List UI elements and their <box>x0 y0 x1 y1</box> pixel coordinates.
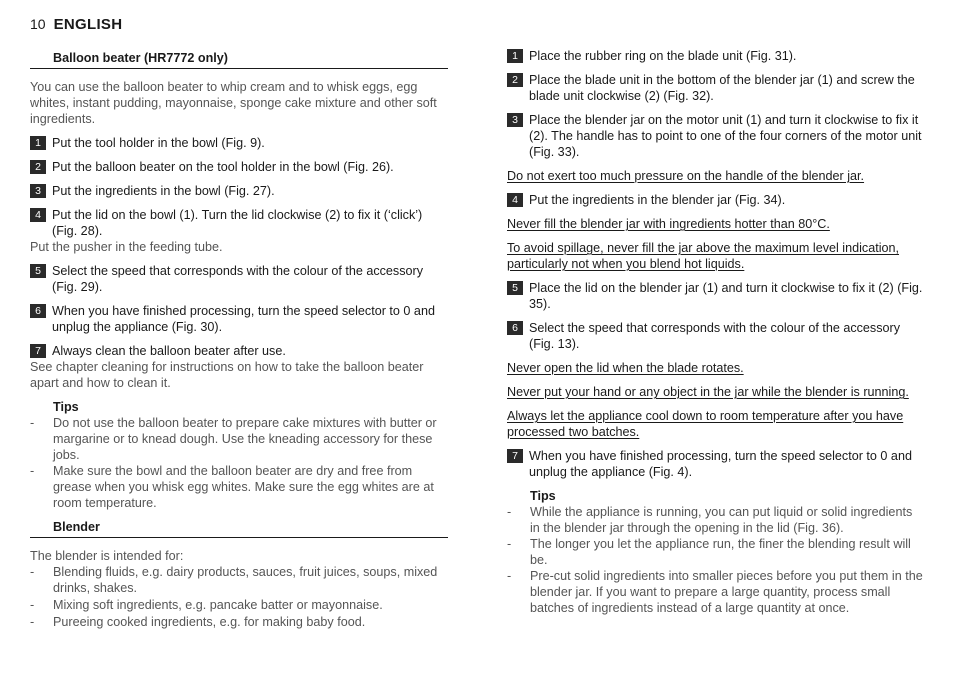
step <box>30 159 448 175</box>
step <box>507 320 925 352</box>
step-text: Put the tool holder in the bowl (Fig. 9). <box>52 136 265 150</box>
dash-bullet: - <box>30 615 35 629</box>
step-text: Put the balloon beater on the tool holder in the bowl (Fig. 26). <box>52 160 394 174</box>
step-number: 2 <box>30 160 46 174</box>
step <box>30 183 448 199</box>
step <box>507 112 925 160</box>
caution-note <box>507 216 925 232</box>
step <box>507 280 925 312</box>
step-text: Place the lid on the blender jar (1) and turn it clockwise to fix it (2) (Fig. 35). <box>529 281 923 311</box>
dash-bullet: - <box>30 598 35 612</box>
caution-text: Never fill the blender jar with ingredients hotter than 80°C. <box>507 217 830 231</box>
step <box>30 207 448 239</box>
tip-text: Do not use the balloon beater to prepare cake mixtures with butter or margarine or to knead dough. Use the kneading accessory for these jobs. <box>53 416 437 462</box>
step-text: Place the blender jar on the motor unit (1) and turn it clockwise to fix it (2). The handle has to point to one of the four corners of the motor unit (Fig. 33). <box>529 113 922 159</box>
step <box>507 72 925 104</box>
caution-text: Do not exert too much pressure on the handle of the blender jar. <box>507 169 865 183</box>
dash-bullet: - <box>507 505 512 519</box>
step-number: 5 <box>507 281 523 295</box>
caution-note <box>507 168 925 184</box>
list-item <box>30 614 448 630</box>
step-number: 6 <box>30 304 46 318</box>
tip-text: Pre-cut solid ingredients into smaller pieces before you put them in the blender jar. If you want to prepare a large quantity, process small batches of ingredients instead of a large quantity at once. <box>530 569 923 615</box>
step-note: See chapter cleaning for instructions on how to take the balloon beater apart and how to clean it. <box>30 360 424 390</box>
section-heading-blender: Blender <box>30 519 448 538</box>
step-text: Place the rubber ring on the blade unit (Fig. 31). <box>529 49 797 63</box>
list-item <box>30 597 448 613</box>
step-number: 2 <box>507 73 523 87</box>
step-number: 3 <box>30 184 46 198</box>
blender-intro: The blender is intended for: <box>30 549 184 563</box>
step <box>507 448 925 480</box>
step-text: Select the speed that corresponds with the colour of the accessory (Fig. 13). <box>529 321 901 351</box>
tip-text: Make sure the bowl and the balloon beater are dry and free from grease when you whisk egg whites. Make sure the egg whites are at room temperature. <box>53 464 434 510</box>
step <box>507 192 925 208</box>
step-text: Put the ingredients in the blender jar (Fig. 34). <box>529 193 786 207</box>
tips-heading: Tips <box>53 400 79 414</box>
step-number: 7 <box>30 344 46 358</box>
tips-heading: Tips <box>530 489 556 503</box>
tip-text: The longer you let the appliance run, the finer the blending result will be. <box>530 537 911 567</box>
tip-text: While the appliance is running, you can put liquid or solid ingredients in the blender jar through the opening in the lid (Fig. 36). <box>530 505 913 535</box>
tip-item <box>30 415 448 463</box>
page-header <box>30 16 122 38</box>
tip-item <box>507 568 925 616</box>
list-item-text: Mixing soft ingredients, e.g. pancake batter or mayonnaise. <box>53 598 383 612</box>
right-column <box>507 48 925 616</box>
step-text: Put the ingredients in the bowl (Fig. 27). <box>52 184 275 198</box>
page-number: 10 <box>30 16 46 32</box>
step-text: Place the blade unit in the bottom of the blender jar (1) and screw the blade unit clockwise (2) (Fig. 32). <box>529 73 915 103</box>
step-text: Always clean the balloon beater after use. <box>52 344 286 358</box>
step-number: 1 <box>507 49 523 63</box>
step-number: 3 <box>507 113 523 127</box>
dash-bullet: - <box>507 537 512 551</box>
caution-note <box>507 360 925 376</box>
dash-bullet: - <box>30 565 35 579</box>
step <box>30 303 448 335</box>
step-note: Put the pusher in the feeding tube. <box>30 240 223 254</box>
step-number: 6 <box>507 321 523 335</box>
step-number: 4 <box>30 208 46 222</box>
page-language-title: ENGLISH <box>53 16 123 33</box>
step-text: Put the lid on the bowl (1). Turn the lid clockwise (2) to fix it (‘click’) (Fig. 28). <box>52 208 423 238</box>
list-item <box>30 564 448 596</box>
dash-bullet: - <box>30 416 35 430</box>
tip-item <box>30 463 448 511</box>
dash-bullet: - <box>507 569 512 583</box>
step-number: 4 <box>507 193 523 207</box>
step <box>30 263 448 295</box>
caution-note <box>507 408 925 440</box>
step-text: When you have finished processing, turn the speed selector to 0 and unplug the appliance (Fig. 4). <box>529 449 912 479</box>
tip-item <box>507 504 925 536</box>
list-item-text: Blending fluids, e.g. dairy products, sauces, fruit juices, soups, mixed drinks, shakes. <box>53 565 438 595</box>
step <box>30 135 448 151</box>
balloon-intro: You can use the balloon beater to whip cream and to whisk eggs, egg whites, instant pudding, mayonnaise, sponge cake mixture and other soft ingredients. <box>30 80 437 126</box>
caution-text: Never put your hand or any object in the jar while the blender is running. <box>507 385 909 399</box>
caution-text: To avoid spillage, never fill the jar above the maximum level indication, particularly not when you blend hot liquids. <box>507 241 900 271</box>
caution-text: Never open the lid when the blade rotates. <box>507 361 744 375</box>
caution-note <box>507 384 925 400</box>
section-heading-balloon-beater: Balloon beater (HR7772 only) <box>30 50 448 69</box>
list-item-text: Pureeing cooked ingredients, e.g. for making baby food. <box>53 615 366 629</box>
caution-text: Always let the appliance cool down to room temperature after you have processed two batches. <box>507 409 904 439</box>
dash-bullet: - <box>30 464 35 478</box>
tip-item <box>507 536 925 568</box>
step <box>507 48 925 64</box>
step <box>30 343 448 359</box>
step-number: 5 <box>30 264 46 278</box>
step-text: When you have finished processing, turn the speed selector to 0 and unplug the appliance (Fig. 30). <box>52 304 435 334</box>
step-number: 7 <box>507 449 523 463</box>
step-number: 1 <box>30 136 46 150</box>
step-text: Select the speed that corresponds with the colour of the accessory (Fig. 29). <box>52 264 424 294</box>
caution-note <box>507 240 925 272</box>
left-column <box>30 48 448 631</box>
